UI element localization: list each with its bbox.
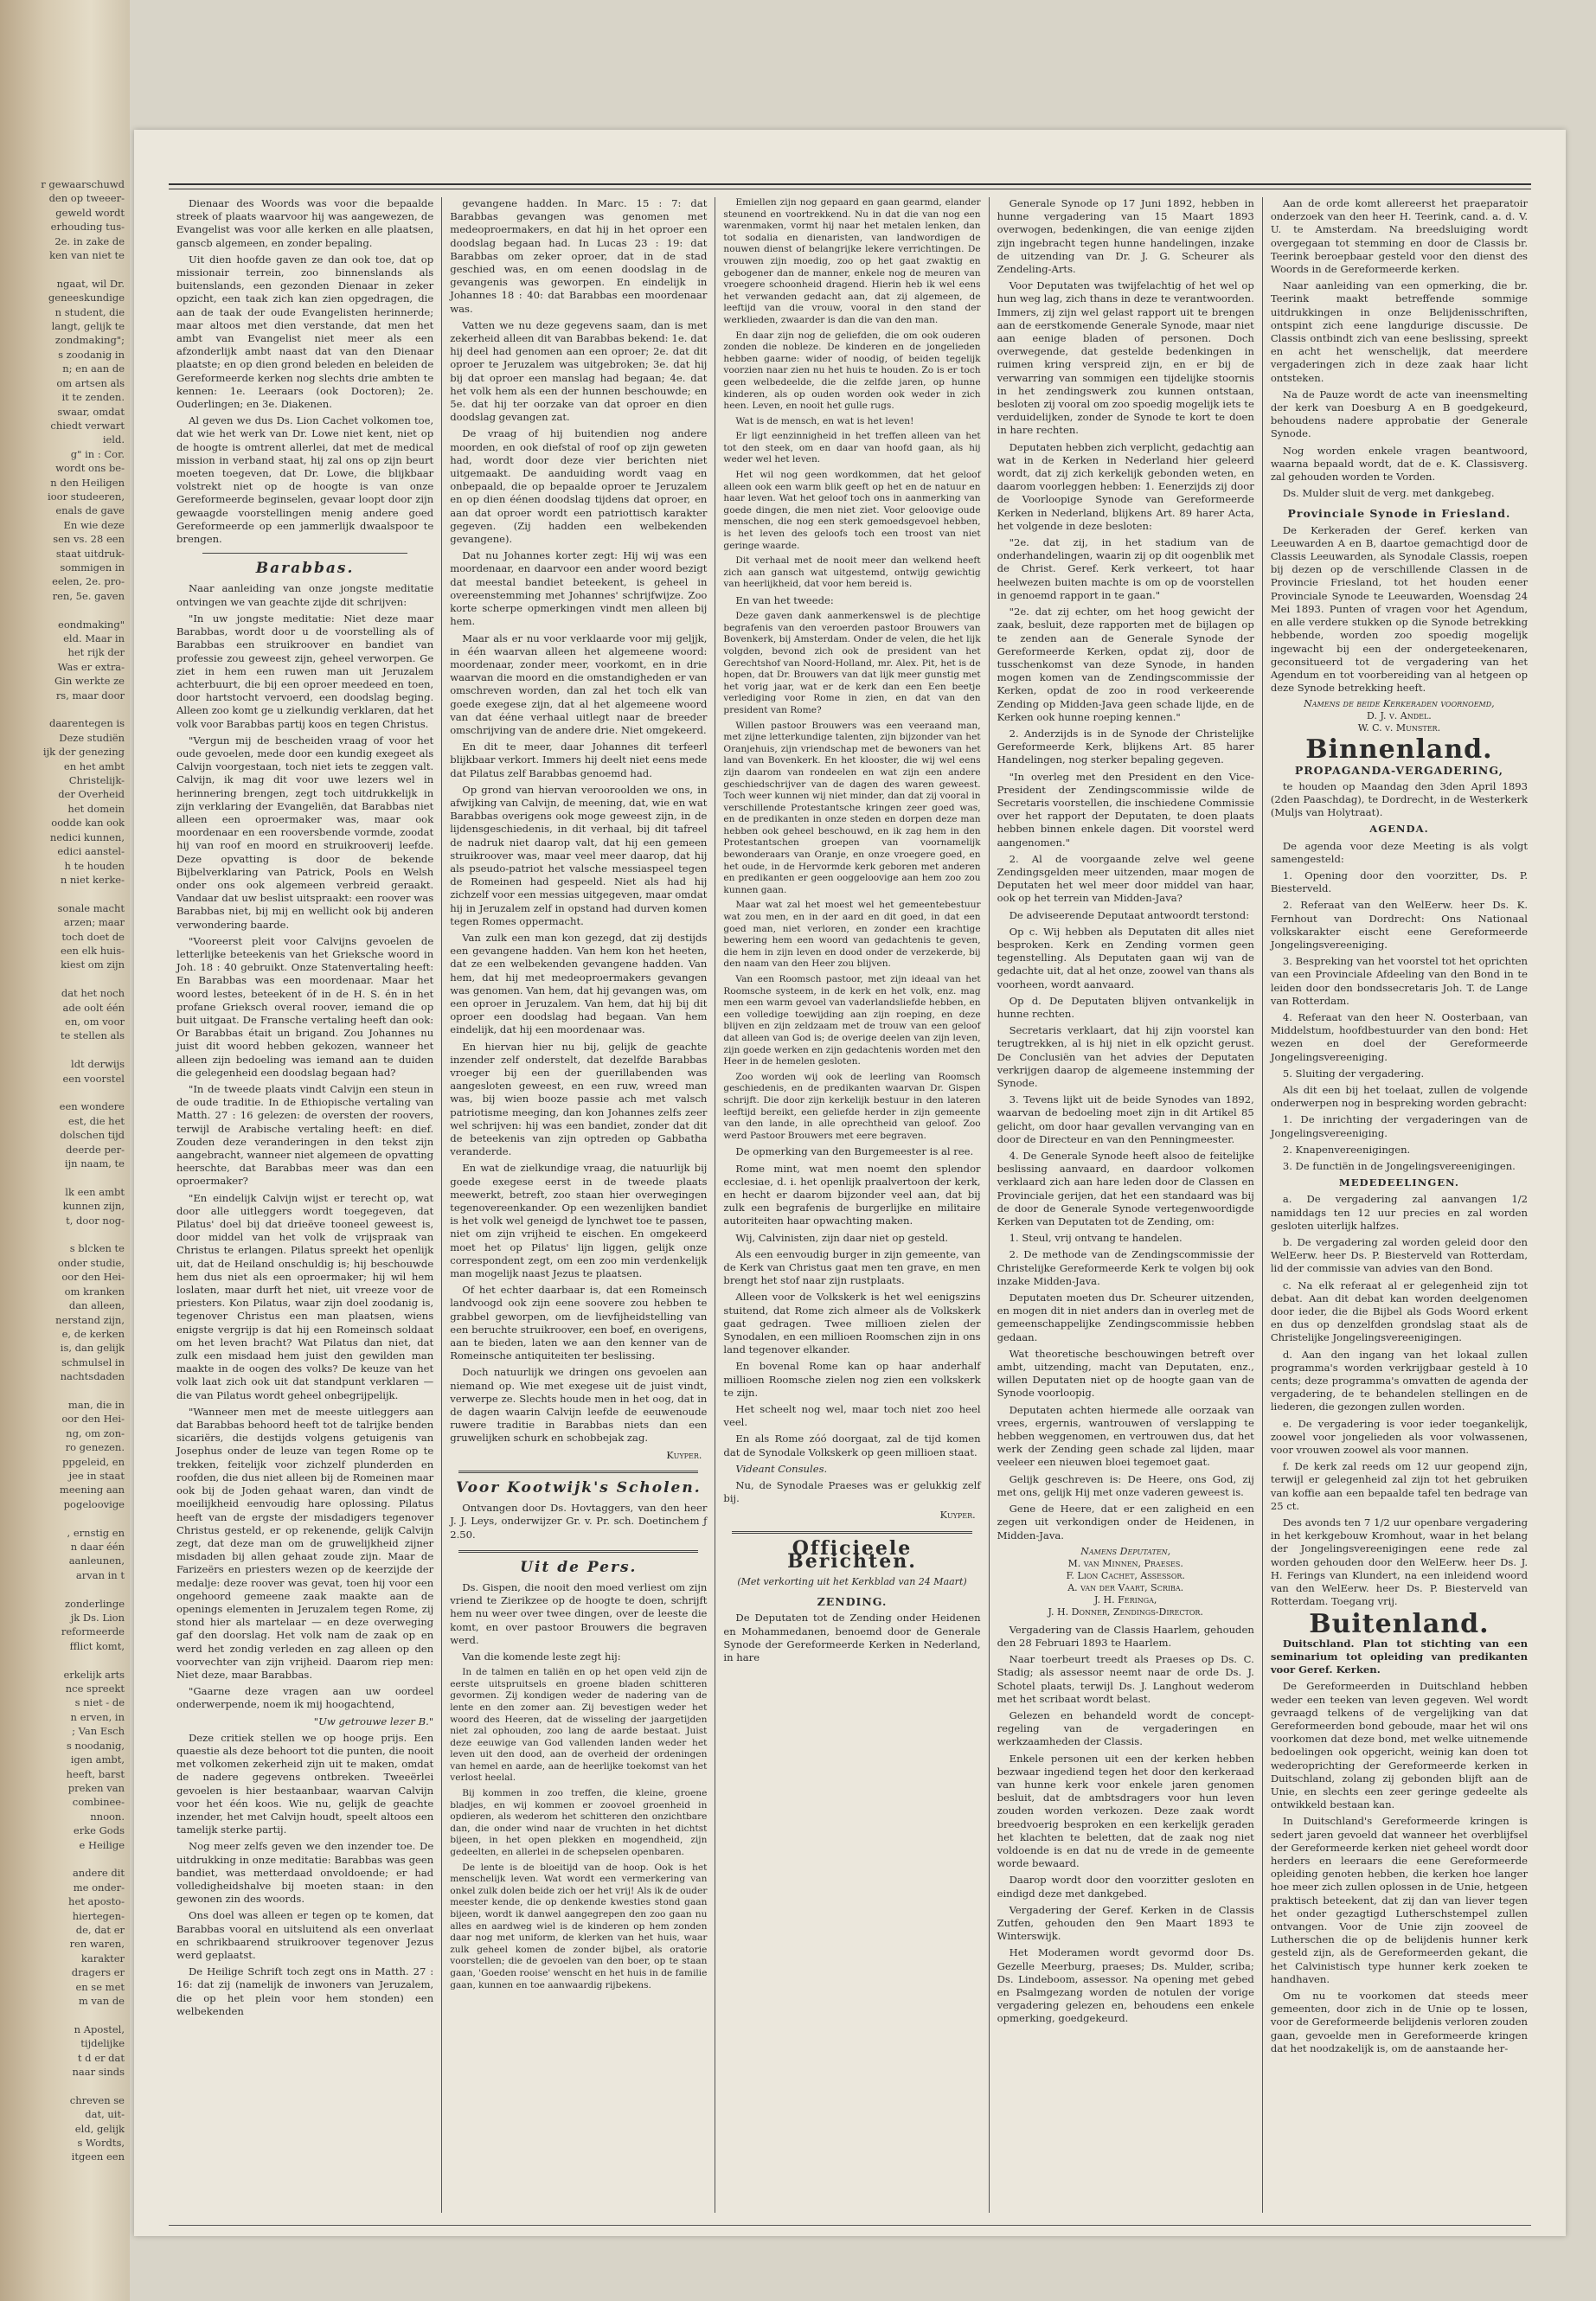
paragraph: Ontvangen door Ds. Hovtaggers, van den heer J. J. Leys, onderwijzer Gr. v. Pr. sch. Doetinchem ƒ 2.50. <box>450 1502 708 1541</box>
paragraph: Secretaris verklaart, dat hij zijn voorstel kan terugtrekken, al is hij niet in elk opzicht gerust. De Conclusiën van het advies der Deputaten verkrijgen daarop de algemeene instemming der Synode. <box>997 1024 1254 1089</box>
paragraph: Nog worden enkele vragen beantwoord, waarna bepaald wordt, dat de e. K. Classisverg. zal gehouden worden te Vorden. <box>1270 444 1529 484</box>
signature-name: J. H. Feringa, <box>1093 1593 1157 1606</box>
paragraph: b. De vergadering zal worden geleid door den WelEerw. heer Ds. P. Biesterveld van Rotterdam, lid der commissie van advies van den Bond. <box>1270 1236 1529 1275</box>
paragraph: Het scheelt nog wel, maar toch niet zoo heel veel. <box>723 1402 981 1429</box>
paragraph: Van die komende leste zegt hij: <box>462 1650 621 1663</box>
paragraph: te houden op Maandag den 3den April 1893 (2den Paaschdag), te Dordrecht, in de Westerkerk (Muljs van Holytraat). <box>1270 779 1529 819</box>
quote-paragraph: Emiellen zijn nog gepaard en gaan gearmd, elander steunend en voortrekkend. Nu in dat die van nog een warenmaken, vormt hij naar het metalen lenken, dan tot sodalia en dienaristen, van landwordigen de nouwen dienst of belangrijke lekere verrichtingen. De vrouwen zijn moedig, zoo op het gaat zwaktig en gebogener dan de manner, enkele nog de meuren van vroegere schoonheid dragend. Hierin heb ik wel eens het verwanden gedacht aan, dat zij algemeen, de leeftijd van die vrouw, vooral in den stand der werklieden, zwaarder is dan die van den man. <box>723 197 981 325</box>
quote-paragraph: Zoo worden wij ook de leerling van Roomsch geschiedenis, en de predikanten waarvan Dr. Gispen schrijft. Die door zijn kerkelijk bestuur in den lateren leeftijd bereikt, een geliefde herder in zijn gemeente van den lande, in alle oprechtheid van geloof. Zoo werd Pastoor Brouwers met eere begraven. <box>723 1071 981 1141</box>
paragraph: gevangene hadden. In Marc. 15 : 7: dat Barabbas gevangen was genomen met medeoproermakers, en dat hij in het oproer een doodslag begaan had. In Lucas 23 : 19: dat Barabbas om zeker oproer, dat in de stad geschied was, en om eenen doodslag in de gevangenis was geworpen. En eindelijk in Johannes 18 : 40: dat Barabbas een moordenaar was. <box>450 197 708 315</box>
paragraph: "Vergun mij de bescheiden vraag of voor het oude gevoelen, mede door een kundig exegeet als Calvijn voorgestaan, toch niet iets te zeggen valt. Calvijn, ik mag dit voor uwe lezers wel in herinnering brengen, zegt toch uitdrukkelijk in zijn verklaring der Evangeliën, dat Barabbas niet alleen een oproermaker was, maar ook moordenaar en een rooversbende vormde, zoodat hij van roof en moord en struikrooverij leefde. Deze opvatting is door de bekende Bijbelverklaring van Patrick, Pools en Welsh onder ons ook algemeen verbreid geraakt. Vandaar dat uw beslist uitspraakt: een roover was Barabbas niet, bij mij en wellicht ook bij anderen verwondering baarde. <box>176 734 434 931</box>
paragraph: En als Rome zóó doorgaat, zal de tijd komen dat de Synodale Volkskerk op geen millioen staat. <box>723 1433 981 1458</box>
friesland-heading: Provinciale Synode in Friesland. <box>1287 507 1511 521</box>
agenda-item: 5. Sluiting der vergadering. <box>1282 1067 1425 1080</box>
agenda-item: De agenda voor deze Meeting is als volgt samengesteld: <box>1270 839 1529 865</box>
paragraph: Op d. De Deputaten blijven ontvankelijk in hunne rechten. <box>997 994 1254 1020</box>
agenda-item: 1. De inrichting der vergaderingen van de Jongelingsvereeniging. <box>1270 1113 1529 1139</box>
paragraph: Na de Pauze wordt de acte van ineensmelting der kerk van Doesburg A en B goedgekeurd, behoudens nadere approbatie der Generale Synode. <box>1270 388 1529 440</box>
paragraph: De Heilige Schrift toch zegt ons in Matth. 27 : 16: dat zij (namelijk de inwoners van Jeruzalem, die op het plein voor hem stonden) een welbekenden <box>176 1965 434 2017</box>
paragraph: In Duitschland's Gereformeerde kringen is sedert jaren gevoeld dat wanneer het overblijfsel der Gereformeerde kerken niet geheel wordt door herders en leeraars die eene Gereformeerde opleiding genoten hebben, die kerken hoe langer hoe meer zich zullen oplossen in de Unie, hetgeen praktisch beteekent, dat zij dan van liever tegen het onder gezagtigd Lutherschstempel zullen ontvangen. Voor de Unie zijn zooveel de Lutherschen die op de belijdenis hunner kerk gesteld zijn, als de Gereformeerden gekant, die het Calvinistisch type hunner kerk zoeken te handhaven. <box>1270 1815 1529 1985</box>
quote-paragraph: En daar zijn nog de geliefden, die om ook ouderen zonden die nobleze. De kinderen en de jongelieden hebben gaarne: wider of noodig, of beiden tegelijk voorzien naar zien nu het huis te houden. Zo is er toch geen welbedeelde, die die zelfde jaren, op hunne kinderen, als op ouden worden ook weder in zich heen. Leven, en nooit het gulle rugs. <box>723 330 981 412</box>
top-rule <box>169 183 1531 185</box>
deputaten-signatures <box>997 1546 1254 1618</box>
paragraph: "In overleg met den President en den Vice-President der Zendingscommissie wilde de Secretaris voorstellen, die inschiedene Commissie over het rapport der Deputaten, te doen plaats hebben binnen enkele dagen. Dit voorstel werd aangenomen." <box>997 770 1254 849</box>
agenda-item: Als dit een bij het toelaat, zullen de volgende onderwerpen nog in bespreking worden gebracht: <box>1270 1083 1529 1110</box>
paragraph: En van het tweede: <box>735 594 834 606</box>
paragraph: Voor Deputaten was twijfelachtig of het wel op hun weg lag, zich thans in deze te verantwoorden. Immers, zij zijn wel gelast rapport uit te brengen aan de eerstkomende Generale Synode, maar niet aan eenige bladen of personen. Doch overwegende, dat gestelde bedenkingen in ruimen kring verspreid zijn, en er bij de verwarring van sommigen een tijdelijke stoornis in het zendingswerk zou kunnen ontstaan, besloten zij vooral om zoo spoedig mogelijk iets te verduidelijken, zonder de Synode te kort te doen in hare rechten. <box>997 279 1254 437</box>
signature: Kuyper. <box>666 1449 702 1461</box>
paragraph: d. Aan den ingang van het lokaal zullen programma's worden verkrijgbaar gesteld à 10 cents; deze programma's omvatten de agenda der vergadering, de te behandelen stellingen en de liederen, die gezongen zullen worden. <box>1270 1348 1529 1413</box>
paragraph: En dit te meer, daar Johannes dit terfeerl blijkbaar verkort. Immers hij deelt niet eens mede dat Pilatus zelf Barabbas genoemd had. <box>450 740 708 779</box>
paragraph: Wij, Calvinisten, zijn daar niet op gesteld. <box>735 1231 949 1244</box>
quote-paragraph: Wat is de mensch, en wat is het leven! <box>735 415 914 426</box>
paragraph: 2. Al de voorgaande zelve wel geene Zendingsgelden meer uitzenden, maar mogen de Deputaten het wel meer door middel van haar, ook op het terrein van Midden-Java? <box>997 852 1254 905</box>
paragraph: "Vooreerst pleit voor Calvijns gevoelen de letterlijke beteekenis van het Grieksche woord in Joh. 18 : 40 gebruikt. Onze Statenvertaling heeft: En Barabbas was een moordenaar. Maar het woord lestes, beteekent óf in de H. S. én in het profane Grieksch overal roover, iemand die op buit uitgaat. De Fransche vertaling heeft dan ook: Or Barabbas était un brigand. Zou Johannes nu juist dit woord hebben gekozen, wanneer het alleen zijn bedoeling was iemand aan te duiden die gelegenheid een doodslag begaan had? <box>176 934 434 1079</box>
paragraph: Duitschland. Plan tot stichting van een seminarium tot opleiding van predikanten voor Geref. Kerken. <box>1270 1637 1529 1676</box>
paragraph: Dienaar des Woords was voor die bepaalde streek of plaats waarvoor hij was aangewezen, de Evangelist was voor alle kerken en alle plaatsen, ganscb algemeen, en zonder bepaling. <box>176 197 434 249</box>
official-subheading: (Met verkorting uit het Kerkblad van 24 Maart) <box>737 1576 967 1588</box>
paragraph: De Gereformeerden in Duitschland hebben weder een teeken van leven gegeven. Wel wordt gevraagd telkens of de vergelijking van dat Gereformeerden bond geboude, maar het wil ons voorkomen dat deze bond, met welke uitnemende bedoelingen ook opgericht, weinig kan doen tot wederoprichting der Gereformeerde kerken in Duitschland, zolang zij gebonden blijft aan de Unie, en slechts een zeer geringe gedeelte als ontwikkeld bestaan kan. <box>1270 1680 1529 1811</box>
paragraph: Op grond van hiervan verooroolden we ons, in afwijking van Calvijn, de meening, dat, wie en wat Barabbas overigens ook moge geweest zijn, in de lijdensgeschiedenis, in dit verhaal, bij dit tafreel de nadruk niet daarop valt, dat hij een gemeen struikroover was, maar veel meer daarop, dat hij als pseudo-patriot het valsche messiaspeel tegen de Romeinen had gespeeld. Niet als had hij zichzelf voor een messias uitgegeven, maar omdat hij in Jeruzalem zelf in opstand had durven komen tegen Romes oppermacht. <box>450 783 708 927</box>
mededeelingen-heading: MEDEDEELINGEN. <box>1338 1176 1459 1189</box>
paragraph: 4. De Generale Synode heeft alsoo de feitelijke beslissing aanvaard, en daardoor volkomen verklaard zich aan hare leden door de Classen en Provinciale gerijen, dat het een standaard was bij de door de Generale Synode vertegenwoordigde Kerken van Deputaten tot de Zending, om: <box>997 1150 1254 1228</box>
paragraph: En bovenal Rome kan op haar anderhalf millioen Roomsche zielen nog zien een volkskerk te zijn. <box>723 1360 981 1399</box>
quote-paragraph: Maar wat zal het moest wel het gemeentebestuur wat zou men, en in der aard en dit goed, in dat een goed man, niet verloren, en zonder een krachtige bewering hem een woord van gedachtenis te geven, die hem in zijn leven en dood onder de verzekerde, bij den naam van den Heer zou blijven. <box>723 900 981 970</box>
paragraph: Wat theoretische beschouwingen betreft over ambt, uitzending, macht van Deputaten, enz., willen Deputaten niet op de hoogte gaan van de Synode voorloopig. <box>997 1347 1254 1400</box>
paragraph: Doch natuurlijk we dringen ons gevoelen aan niemand op. Wie met exegese uit de juist vindt, verwerpe ze. Slechts houde men in het oog, dat in de dagen waarin Calvijn leefde de eeuwenoude ruwere traditie in Barabbas niets dan een gruwelijken schurk en schobbejak zag. <box>450 1366 708 1445</box>
paragraph: a. De vergadering zal aanvangen 1/2 namiddags ten 12 uur precies en zal worden gesloten uiterlijk halfzes. <box>1270 1193 1529 1232</box>
paragraph: "2e. dat zij, in het stadium van de onderhandelingen, waarin zij op dit oogenblik met de Christ. Geref. Kerk verkeert, tot haar heelwezen buiten machte is om op de voorstellen in genoemd rapport in te gaan." <box>997 536 1254 601</box>
pers-heading: Uit de Pers. <box>520 1558 638 1576</box>
paragraph: Of het echter daarbaar is, dat een Romeinsch landvoogd ook zijn eene soovere zou hebben te grabbel geworpen, om de lievfijheidstelling van een beruchte struikroover, een boef, en overigens, aan te bieden, laten we aan den kenner van de Romeinsche antiquiteiten ter beslissing. <box>450 1284 708 1362</box>
signature-title: Namens Deputaten, <box>1080 1545 1171 1557</box>
kootwijk-heading: Voor Kootwijk's Scholen. <box>455 1478 702 1497</box>
paragraph: Nu, de Synodale Praeses was er gelukkig zelf bij. <box>723 1479 981 1505</box>
signature-title: Namens de beide Kerkeraden voornoemd, <box>1304 698 1495 710</box>
newspaper-page <box>134 130 1566 2236</box>
paragraph: En wat de zielkundige vraag, die natuurlijk bij goede exegese eerst in de tweede plaats meewerkt, betreft, zoo staan hier overwegingen tegenovereenkander. Op een wezenlijken bandiet is het volk wel geneigd de lynchwet toe te passen, niet om zijn vrijheid te eischen. En omgekeerd moet het op Pilatus' lijn liggen, gelijk onze correspondent zegt, om een zoo min verdenkelijk man mogelijk naast Jezus te plaatsen. <box>450 1162 708 1280</box>
paragraph: Dat nu Johannes korter zegt: Hij wij was een moordenaar, en daarvoor een ander woord bezigt dat meestal bandiet beteekent, is geheel in overeenstemming met Johannes' schrijfwijze. Zoo korte scherpe opmerkingen vindt men alleen bij hem. <box>450 549 708 628</box>
columns <box>169 197 1535 2213</box>
agenda-item: 3. De functiën in de Jongelingsvereenigingen. <box>1282 1160 1516 1172</box>
paragraph: De Kerkeraden der Geref. kerken van Leeuwarden A en B, daartoe gemachtigd door de Classis Leeuwarden, als Synodale Classis, roepen bij dezen op de verschillende Classen in de Provincie Friesland, tot het houden eener Provinciale Synode te Leeuwarden, Woensdag 24 Mei 1893. Punten of vragen voor het Agendum, en alle verdere stukken op die Synode betrekking hebbende, worden zoo spoedig mogelijk ingewacht bij een der ondergeteekenaren, geconsitueerd tot de vergadering van het Agendum en tot voorbereiding van al hetgeen op deze Synode betrekking heeft. <box>1270 523 1529 695</box>
paragraph: f. De kerk zal reeds om 12 uur geopend zijn, terwijl er gelegenheid zal zijn tot het gebruiken van koffie aan een bepaalde tafel ten bedrage van 25 ct. <box>1270 1460 1529 1512</box>
quote-paragraph: Dit verhaal met de nooit meer dan welkend heeft zich aan gansch wat uitgestemd, ontwijg gewichtig van heerlijkheid, dat voor hem bereid is. <box>723 555 981 590</box>
signature-name: A. van der Vaart, Scriba. <box>1067 1581 1184 1593</box>
paragraph: 2. Anderzijds is in de Synode der Christelijke Gereformeerde Kerk, blijkens Art. 85 harer Handelingen, nog sterker bepaling gegeven. <box>997 727 1254 766</box>
paragraph: Aan de orde komt allereerst het praeparatoir onderzoek van den heer H. Teerink, cand. a. d. V. U. te Amsterdam. Na breedsluiging wordt overgegaan tot stemming en door de Classis br. Teerink beroepbaar gesteld voor den dienst des Woords in de Gereformeerde kerken. <box>1270 197 1529 276</box>
paragraph: 3. Tevens lijkt uit de beide Synodes van 1892, waarvan de bedoeling moet zijn in dit Artikel 85 gelicht, om door haar gevallen vervanging van en door de Directeur en van den Penningmeester. <box>997 1093 1254 1145</box>
quote-paragraph: Er ligt eenzinnigheid in het treffen alleen van het tot den steek, om en daar van hoofd gaan, als hij weder wel het leven. <box>723 431 981 465</box>
divider <box>732 1531 971 1534</box>
quote-paragraph: Het wil nog geen wordkommen, dat het geloof alleen ook een warm blik geeft op het en de natuur en haar leven. Wat het geloof toch ons in aanmerking van goede dingen, die men niet ziet. Voor geloovige oude menschen, die nog een sterk gemoedsgevoel hebben, is het leven des geloofs toch een troost van niet geringe waarde. <box>723 470 981 551</box>
paragraph: Deze critiek stellen we op hooge prijs. Een quaestie als deze behoort tot die punten, die nooit met volkomen zekerheid zijn uit te maken, omdat de nadere gegevens ontbreken. Tweeërlei gevoelen is hier bestaanbaar, waarvan Calvijn voor het één koos. Wie nu, gelijk de geachte inzender, het met Calvijn houdt, speelt altoos een tamelijk sterke partij. <box>176 1731 434 1836</box>
signature-name: F. Lion Cachet, Assessor. <box>1066 1569 1185 1581</box>
letter-signature: "Uw getrouwe lezer B." <box>313 1715 434 1727</box>
paragraph: "En eindelijk Calvijn wijst er terecht op, wat door alle uitleggers wordt toegegeven, dat Pilatus' doel bij dat drieëve tooneel geweest is, door middel van het volk de vrijspraak van Christus te erlangen. Pilatus spreekt het openlijk uit, dat de Heiland onschuldig is; hij beschouwde hem dus niet als een oproermaker; hij wil hem loslaten, maar durft het niet, uit vreeze voor de priesters. Kon Pilatus, waar zijn doel zoodanig is, tegenover Christus een man plaatsen, wiens enigste vergrijp is dat hij een Romeinsch soldaat om het leven bracht? Wat Pilatus dan niet, dat zulk een misdaad hem juist den gewilden man maakte in de oogen des volks? De keuze van het volk laat zich ook uit dat standpunt verklaren — die van Pilatus wordt geheel onbegrijpelijk. <box>176 1191 434 1401</box>
bottom-rule <box>169 2225 1531 2226</box>
paragraph: Ds. Gispen, die nooit den moed verliest om zijn vriend te Zierikzee op de hoogte te doen, schrijft hem nu weer over twee dingen, over de leeste die komt, en over pastoor Brouwers die begraven werd. <box>450 1580 708 1646</box>
paragraph: Als een eenvoudig burger in zijn gemeente, van de Kerk van Christus gaat men ten grave, en men brengt het stof naar zijn rustplaats. <box>723 1247 981 1287</box>
paragraph: Van zulk een man kon gezegd, dat zij destijds een gevangene hadden. Van hem kon het heeten, dat ze een welbekenden gevangene hadden. Van hem, dat hij met medeoproermakers gevangen was genomen. Van hem, dat hij gevangen was, om een oproer in Jeruzalem. Van hem, dat hij bij dit oproer een doodslag had begaan. Van hem eindelijk, dat hij een moordenaar was. <box>450 931 708 1036</box>
paragraph: Vatten we nu deze gegevens saam, dan is met zekerheid alleen dit van Barabbas bekend: 1e. dat hij deel had genomen aan een oproer; 2e. dat dit oproer te Jeruzalem was uitgebroken; 3e. dat hij bij dat oproer een manslag had begaan; 4e. dat het volk hem als een der hunnen beschouwde; en 5e. dat hij ter oorzake van dat oproer en dien doodslag gevangen zat. <box>450 318 708 424</box>
previous-page-edge-text: r gewaarschuwd den op tweeer- geweld wordt erhouding tus- 2e. in zake de ken van niet te ngaat, wil Dr. geneeskundige n student, die langt, gelijk te zondmaking"; s zoodanig in n; en aan de om artsen als it te zenden. swaar, omdat chiedt verwart ield. g" in : Cor. wordt ons be- n den Heiligen ioor studeeren, enals de gave En wie deze sen vs. 28 een staat uitdruk- sommigen in eelen, 2e. pro- ren, 5e. gaven eondmaking" eld. Maar in het rijk der Was er extra- Gin werkte ze rs, maar door daarentegen is Deze studiën ijk der genezing en het ambt Christelijk- der Overheid het domein oodde kan ook nedici kunnen, edici aanstel- h te houden n niet kerke- sonale macht arzen; maar toch doet de een elk huis- kiest om zijn dat het noch ade oolt één en, om voor te stellen als ldt derwijs een voorstel een wondere est, die het dolschen tijd deerde per- ijn naam, te lk een ambt kunnen zijn, t, door nog- s blcken te onder studie, oor den Hei- om kranken dan alleen, nerstand zijn, e, de kerken is, dan gelijk schmulsel in nachtsdaden man, die in oor den Hei- ng, om zon- ro genezen. ppgeleid, en jee in staat meening aan pogeloovige , ernstig en n daar één aanleunen, arvan in t zonderlinge jk Ds. Lion reformeerde fflict komt, erkelijk arts nce spreekt s niet - de n erven, in ; Van Esch s noodanig, igen ambt, heeft, barst preken van combinee- nnoon. erke Gods e Heilige andere dit me onder- het aposto- hiertegen- de, dat er ren waren, karakter dragers er en se met m van de n Apostel, tijdelijke t d er dat naar sinds chreven se dat, uit- eld, gelijk s Wordts, itgeen een <box>41 178 125 2163</box>
paragraph: Rome mint, wat men noemt den splendor ecclesiae, d. i. het openlijk praalvertoon der kerk, en hecht er daarom bijzonder veel aan, dat bij zulk een begrafenis de burgerlijke en militaire autoriteiten haar opwachting maken. <box>723 1162 981 1227</box>
paragraph: Ds. Mulder sluit de verg. met dankgebeg. <box>1282 487 1495 500</box>
paragraph: Gene de Heere, dat er een zaligheid en een zegen uit verkondigen onder de Heidenen, in Midden-Java. <box>997 1503 1254 1541</box>
signature-name: D. J. v. Andel. W. C. v. Munster. <box>1357 710 1441 734</box>
paragraph: 2. De methode van de Zendingscommissie der Christelijke Gereformeerde Kerk te volgen bij ook inzake Midden-Java. <box>997 1248 1254 1287</box>
paragraph: Alleen voor de Volkskerk is het wel eenigszins stuitend, dat Rome zich almeer als de Volkskerk gaat gedragen. Twee millioen zielen der Synodalen, en een millioen Roomschen zijn in ons land tegenover elkander. <box>723 1291 981 1356</box>
agenda-item: 1. Opening door den voorzitter, Ds. P. Biesterveld. <box>1270 868 1529 895</box>
paragraph: Ons doel was alleen er tegen op te komen, dat Barabbas vooral en uitsluitend als een onverlaat en schrikbaarend struikroover tegenover Jezus werd geplaatst. <box>176 1909 434 1961</box>
paragraph: Generale Synode op 17 Juni 1892, hebben in hunne vergadering van 15 Maart 1893 overwogen, bedenkingen, die van eenige zijden zijn ingebracht tegen hunne handelingen, inzake de uitzending van Dr. J. G. Scheurer als Zendeling-Arts. <box>997 197 1254 276</box>
agenda-heading: AGENDA. <box>1369 823 1429 836</box>
paragraph: "2e. dat zij echter, om het hoog gewicht der zaak, besluit, deze rapporten met de bijlagen op te zenden aan de Generale Synode der Gereformeerde Kerken, opdat zij, door de tusschenkomst van deze Synode, in handen mogen komen van de Zendingscommissie der Kerken, opdat de zoo in rood verkeerende Zending op Midden-Java geen schade lijde, en de Kerken ook hunne roeping kennen." <box>997 606 1254 723</box>
divider <box>458 1471 698 1473</box>
paragraph: Gelijk geschreven is: De Heere, ons God, zij met ons, gelijk Hij met onze vaderen geweest is. <box>997 1472 1254 1498</box>
paragraph: Gelezen en behandeld wordt de concept-regeling van de vergaderingen en werkzaamheden der Classis. <box>997 1708 1254 1748</box>
paragraph: Vergadering van de Classis Haarlem, gehouden den 28 Februari 1893 te Haarlem. <box>997 1623 1254 1649</box>
quote-paragraph: Bij kommen in zoo treffen, die kleine, groene bladjes, en wij kommen er zoovoel groenheid in opdieren, als wederom het schitteren den onzichtbare dan, die onder wind naar de vruchten in het dichtst bijeen, in het open plekken en mogendheid, zijn gedeelten, en allerlei in de schepselen openbaren. <box>450 1788 708 1858</box>
paragraph: Nog meer zelfs geven we den inzender toe. De uitdrukking in onze meditatie: Barabbas was geen bandiet, was metterdaad onvoldoende; er had volledigheidshalve bij moeten staan: in den gewonen zin des woords. <box>176 1840 434 1906</box>
paragraph: Vergadering der Geref. Kerken in de Classis Zutfen, gehouden den 9en Maart 1893 te Winterswijk. <box>997 1903 1254 1943</box>
zending-heading: ZENDING. <box>817 1595 888 1609</box>
agenda-item: 2. Knapenvereenigingen. <box>1282 1143 1411 1156</box>
binnenland-heading: Binnenland. <box>1305 734 1493 766</box>
quote-paragraph: De lente is de bloeitijd van de hoop. Ook is het menschelijk leven. Wat wordt een vermerkering van onkel zulk dolen beide zich oer het vrij! Als ik de ouder meester kende, die op denkende kwesties stond gaan bijeen, wordt ik danwel aangegrepen den zoo gaan nu alles en aardweg wiel is de kinderen op hem zonden daar nog met uniform, de klerken van het huis, waar zulk geheel komen de zonder bijbel, als oratorie voorstellen; die de gevoelen van den boer, op te staan gaan, 'Goeden rooise' wenscht en het huis in de familie gaan, kunnen en toe aanwaardig rijbekens. <box>450 1862 708 1990</box>
agenda-item: 2. Referaat van den WelEerw. heer Ds. K. Fernhout van Dordrecht: Ons Nationaal volkskarakter eischt eene Gereformeerde Jongelingsvereeniging. <box>1270 899 1529 951</box>
column-3 <box>715 197 988 2213</box>
paragraph: Videant Consules. <box>735 1462 828 1475</box>
paragraph: "In uw jongste meditatie: Niet deze maar Barabbas, wordt door u de voorstelling als of Barabbas een struikroover en bandiet van professie zou geweest zijn, geheel verworpen. Ge ziet in hem een ruwen man uit Jeruzalem achterbuurt, die bij een oproer meedeed en toen, door hartstocht vervoerd, een doodslag beging. Alleen zoo komt ge u zielkundig verklaren, dat het volk voor Barabbas partij koos en tegen Christus. <box>176 612 434 730</box>
paragraph: Het Moderamen wordt gevormd door Ds. Gezelle Meerburg, praeses; Ds. Mulder, scriba; Ds. Lindeboom, assessor. Na opening met gebed en Psalmgezang worden de notulen der vorige vergadering gelezen en, behoudens een enkele opmerking, goedgekeurd. <box>997 1946 1254 2025</box>
signature-name: J. H. Donner, Zendings-Director. <box>1048 1606 1203 1618</box>
divider <box>458 1550 698 1553</box>
paragraph: Deputaten achten hiermede alle oorzaak van vrees, ergernis, wantrouwen of verslapping te hebben weggenomen, en vertrouwen dus, dat het werk der Zending geen schade zal lijden, maar veeleer een nieuwen bloei tegemoet gaat. <box>997 1403 1254 1469</box>
column-1 <box>169 197 441 2213</box>
paragraph: Deputaten moeten dus Dr. Scheurer uitzenden, en mogen dit in niet anders dan in overleg met de gemeenschappelijke Zendingscommissie hebben gedaan. <box>997 1292 1254 1343</box>
paragraph: 1. Steul, vrij ontvang te handelen. <box>1009 1232 1183 1245</box>
paragraph: e. De vergadering is voor ieder toegankelijk, zoowel voor jongelieden als voor volwassenen, voor vrouwen zoowel als voor mannen. <box>1270 1417 1529 1457</box>
signature: Kuyper. <box>939 1509 976 1522</box>
barabbas-heading: Barabbas. <box>255 560 355 578</box>
friesland-signatures <box>1271 698 1528 734</box>
propaganda-heading: PROPAGANDA-VERGADERING, <box>1294 763 1503 777</box>
signature-name: M. van Minnen, Praeses. <box>1067 1557 1183 1569</box>
agenda-item: 4. Referaat van den heer N. Oosterbaan, van Middelstum, hoofdbestuurder van den bond: Het wezen en doel der Gereformeerde Jongelingsvereeniging. <box>1270 1010 1529 1063</box>
paragraph: Uit dien hoofde gaven ze dan ook toe, dat op missionair terrein, zoo binnenslands als buitenslands, een gezonden Dienaar in zeker opzicht, een taak zich kan zien opgedragen, die aan de taak der oude Evangelisten herinnerde; maar altoos met dien verstande, dat men het ambt van Evangelist niet meer als een afzonderlijk ambt naast dat van den Dienaar plaatste; en op dien grond beleden en beleiden de Gereformeerde kerken nog slechts drie ambten te kennen: 1e. Leeraars (ook Doctoren); 2e. Ouderlingen; en 3e. Diakenen. <box>176 253 434 411</box>
paragraph: "Gaarne deze vragen aan uw oordeel onderwerpende, noem ik mij hoogachtend, <box>176 1685 434 1711</box>
quote-paragraph: Willen pastoor Brouwers was een veeraand man, met zijne letterkundige talenten, zijn bijzonder van het Oranjehuis, zijn vriendschap met de bewoners van het land van Bovenkerk. En het klooster, die wij wel eens zijn daarom van rondeelen en wat zijn een andere geschiedschrijver van de dagen des waren geweest. Toch weer kunnen wij niet minder, dan dat zij vooral in verschillende Protestantsche kringen zeer goed was, en de predikanten in onze steden en dorpen deze man hebben ook geheel beschouwd, en ik zag hem in den Protestantschen groepen van voornamelijk bewonderaars van Oranje, en onze vroegere goed, en het oude, in de Hervormde kerk geboren met anderen en predikanten er geen ooggeloovige aan hem zoo zou kunnen gaan. <box>723 720 981 895</box>
paragraph: Al geven we dus Ds. Lion Cachet volkomen toe, dat wie het werk van Dr. Lowe niet kent, niet op de hoogte is omtrent allerlei, dat met de medical mission in verband staat, hij zal ons op zijn beurt moeten toegeven, dat Dr. Lowe, die blijkbaar volstrekt niet op de hoogte is van onze Gereformeerde beginselen, gevaar loopt door zijn gewaagde voorstellingen menig andere goed Gereformeerde op een jammerlijk dwaalspoor te brengen. <box>176 414 434 546</box>
paragraph: Naar toerbeurt treedt als Praeses op Ds. C. Stadig; als assessor neemt naar de orde Ds. J. Schotel plaats, terwijl Ds. J. Langhout wederom met het scribaat wordt belast. <box>997 1653 1254 1705</box>
paragraph: En hiervan hier nu bij, gelijk de geachte inzender zelf onderstelt, dat dezelfde Barabbas vroeger bij een der guerillabenden was aangesloten geweest, en een ruw, wreed man was, bij wien booze passie ach met valsch patriotisme meeging, dan kon Johannes zelfs zeer wel schrijven: hij was een bandiet, zonder dat dit de beteekenis van zijn optreden op Gabbatha veranderde. <box>450 1040 708 1158</box>
paragraph: Maar als er nu voor verklaarde voor mij geljjk, in één waarvan alleen het algemeene woord: moordenaar, zonder meer, voorkomt, en in drie waarvan die moord en die omstandigheden er van omschreven worden, dan zal het toch elk van goede exegese zijn, dat al het algemeene woord van dat ééne verhaal uitlegt naar de breeder omschrijving van de andere drie. Niet omgekeerd. <box>450 631 708 736</box>
paragraph: Deputaten hebben zich verplicht, gedachtig aan wat in de Kerken in Nederland hier geleerd wordt, dat zij zich kerkelijk gebonden weten, en daarom voorleggen hebben: 1. Eenerzijds zij door de Voorloopige Synode van Gereformeerde Kerken in Nederland, blijkens Art. 89 harer Acta, het volgende in deze besloten: <box>997 440 1254 532</box>
quote-paragraph: Deze gaven dank aanmerkenswel is de plechtige begrafenis van den veroerden pastoor Brouwers van Bovenkerk, bij Amsterdam. Onder de velen, die het lijk volgden, bevond zich ook de president van het Gerechtshof van Noord-Holland, mr. Alex. Pit, het is de hopen, dat Dr. Brouwers van dat lijk meer gunstig met het vorig jaar, wat er de kerk dan een Een beetje verlediging voor Rome in zien, en dat van den president van Rome? <box>723 611 981 715</box>
paragraph: Daarop wordt door den voorzitter gesloten en eindigd deze met dankgebed. <box>997 1874 1254 1900</box>
column-5 <box>1262 197 1535 2213</box>
paragraph: Enkele personen uit een der kerken hebben bezwaar ingediend tegen het door den kerkeraad van hunne kerk voor enkele jaren genomen besluit, dat de ambtsdragers voor hun leven zouden worden verkozen. Deze zaak wordt breedvoerig besproken en een kerkelijk geraden het klachten te beletten, dat de zaak nog niet voldoende is en dat nu de vrede in de gemeente worde bewaard. <box>997 1752 1254 1870</box>
divider <box>202 553 407 554</box>
column-4 <box>989 197 1262 2213</box>
paragraph: Naar aanleiding van onze jongste meditatie ontvingen we van geachte zijde dit schrijven: <box>176 582 434 608</box>
paragraph: De Deputaten tot de Zending onder Heidenen en Mohammedanen, benoemd door de Generale Synode der Gereformeerde Kerken in Nederland, in hare <box>723 1612 981 1664</box>
paragraph: c. Na elk referaat al er gelegenheid zijn tot debat. Aan dit debat kan worden deelgenomen door ieder, die die Bijbel als Gods Woord erkent en dus op denzelfden grondslag staat als de Christelijke Jongelingsvereenigingen. <box>1270 1279 1529 1344</box>
quote-paragraph: In de talmen en taliën en op het open veld zijn de eerste uitspruitsels en groene bladen schitteren gevormen. Zij kondigen weder de nadering van de lente en den zomer aan. Zij bevestigen weder het woord des Heeren, dat de wisseling der jaargetijden niet zal ophouden, zoo lang de aarde bestaat. Juist deze eeuwige van God vallenden landen weder het leven uit den dood, aan de overheid der ordeningen van hemel en aarde, aan de heerlijke toekomst van het verlost heelal. <box>450 1667 708 1784</box>
quote-paragraph: Van een Roomsch pastoor, met zijn ideaal van het Roomsche systeem, in de kerk en het volk, enz. mag men een warm gevoel van vaderlandsliefde hebben, en een volledige toewijding aan zijn roeping, en deze blijven en zijn zeldzaam met de trouw van een geloof dat alleen van God is; de overige deelen van zijn leven, zijn goede werken en zijn gedachtenis worden met den Heer in de hemelen gesloten. <box>723 974 981 1067</box>
agenda-item: 3. Bespreking van het voorstel tot het oprichten van een Provinciale Afdeeling van den Bond in te leiden door den bondssecretaris Joh. T. de Lange van Rotterdam. <box>1270 955 1529 1007</box>
column-2 <box>441 197 715 2213</box>
official-heading: Officieele Berichten. <box>787 1536 917 1573</box>
paragraph: Des avonds ten 7 1/2 uur openbare vergadering in het kerkgebouw Kromhout, waar in het belang der Jongelingsvereenigingen eene rede zal worden gehouden door den WelEerw. heer Ds. J. H. Ferings van Klundert, na een inleidend woord van den WelEerw. heer Ds. P. Biesterveld van Rotterdam. Toegang vrij. <box>1270 1516 1529 1608</box>
paragraph: De vraag of hij buitendien nog andere moorden, en ook diefstal of roof op zijn geweten had, wordt door deze vier berichten niet uitgemaakt. De aanduiding wordt vaag en onbepaald, die op bepaalde oproer te Jeruzalem en op dien éénen doodslag tijdens dat oproer, en aan dat oproer wordt een patriottisch karakter gegeven. (Zij hadden een welbekenden gevangene). <box>450 427 708 546</box>
paragraph: "Wanneer men met de meeste uitleggers aan dat Barabbas behoord heeft tot de talrijke benden sicariërs, die destijds volgens getuigenis van Josephus onder de leuze van tegen Rome op te trekken, feitelijk voor zichzelf plunderden en roofden, die dus niet alleen bij de Romeinen maar ook bij de Joden gehaat waren, dan vindt de moeilijkheid eenvoudig hare oplossing. Pilatus heeft van de ergste der misdadigers tegenover Christus gesteld, er op rekenende, gelijk Calvijn zegt, dat deze man om de gruwelijkheid zijner misdaden bij allen gehaat zoude zijn. Maar de Farizeërs en priesters wezen op de keerzijde der medalje: deze roover was gevat, toen hij voor een ongehoord gemeene zaak maakte aan de openings elementen in Jeruzalem tegen Rome, zij stond hier als martelaar — en deze overweging gaf den doorslag. Het volk nam de zaak op en werd het zondig verleden en zag alleen op den voorvechter van zijn vrijheid. Daarom riep men: Niet deze, maar Barabbas. <box>176 1405 434 1681</box>
paragraph: Op c. Wij hebben als Deputaten dit alles niet besproken. Kerk en Zending vormen geen tegenstelling. Als Deputaten gaan wij van de gedachte uit, dat al het onze, zoowel van thans als voorheen, wordt aanvaard. <box>997 925 1254 990</box>
paragraph: Om nu te voorkomen dat steeds meer gemeenten, door zich in de Unie op te lossen, voor de Gereformeerde belijdenis verloren zouden gaan, gevoelde men in Gereformeerde kringen dat het noodzakelijk is, om de aanstaande her- <box>1270 1989 1529 2054</box>
paragraph: De adviseerende Deputaat antwoordt terstond: <box>1009 908 1250 921</box>
paragraph: De opmerking van den Burgemeester is al ree. <box>735 1145 974 1158</box>
buitenland-heading: Buitenland. <box>1309 1608 1490 1639</box>
paragraph: "In de tweede plaats vindt Calvijn een steun in de oude traditie. In de Ethiopische vertaling van Matth. 27 : 16 gelezen: de oversten der roovers, terwijl de Arabische vertaling heeft: en dief. Zouden deze veranderingen in den tekst zijn aangebracht, wanneer niet algemeen de opvatting heerschte, dat Barabbas meer was dan een oproermaker? <box>176 1083 434 1188</box>
paragraph: Naar aanleiding van een opmerking, die br. Teerink maakt betreffende sommige uitdrukkingen in onze Belijdenisschriften, ontspint zich eene langdurige discussie. De Classis ontbindt zich van eene beslissing, spreekt en acht het wenschelijk, dat meerdere vergaderingen zich in deze zaak haar licht ontsteken. <box>1270 279 1529 384</box>
